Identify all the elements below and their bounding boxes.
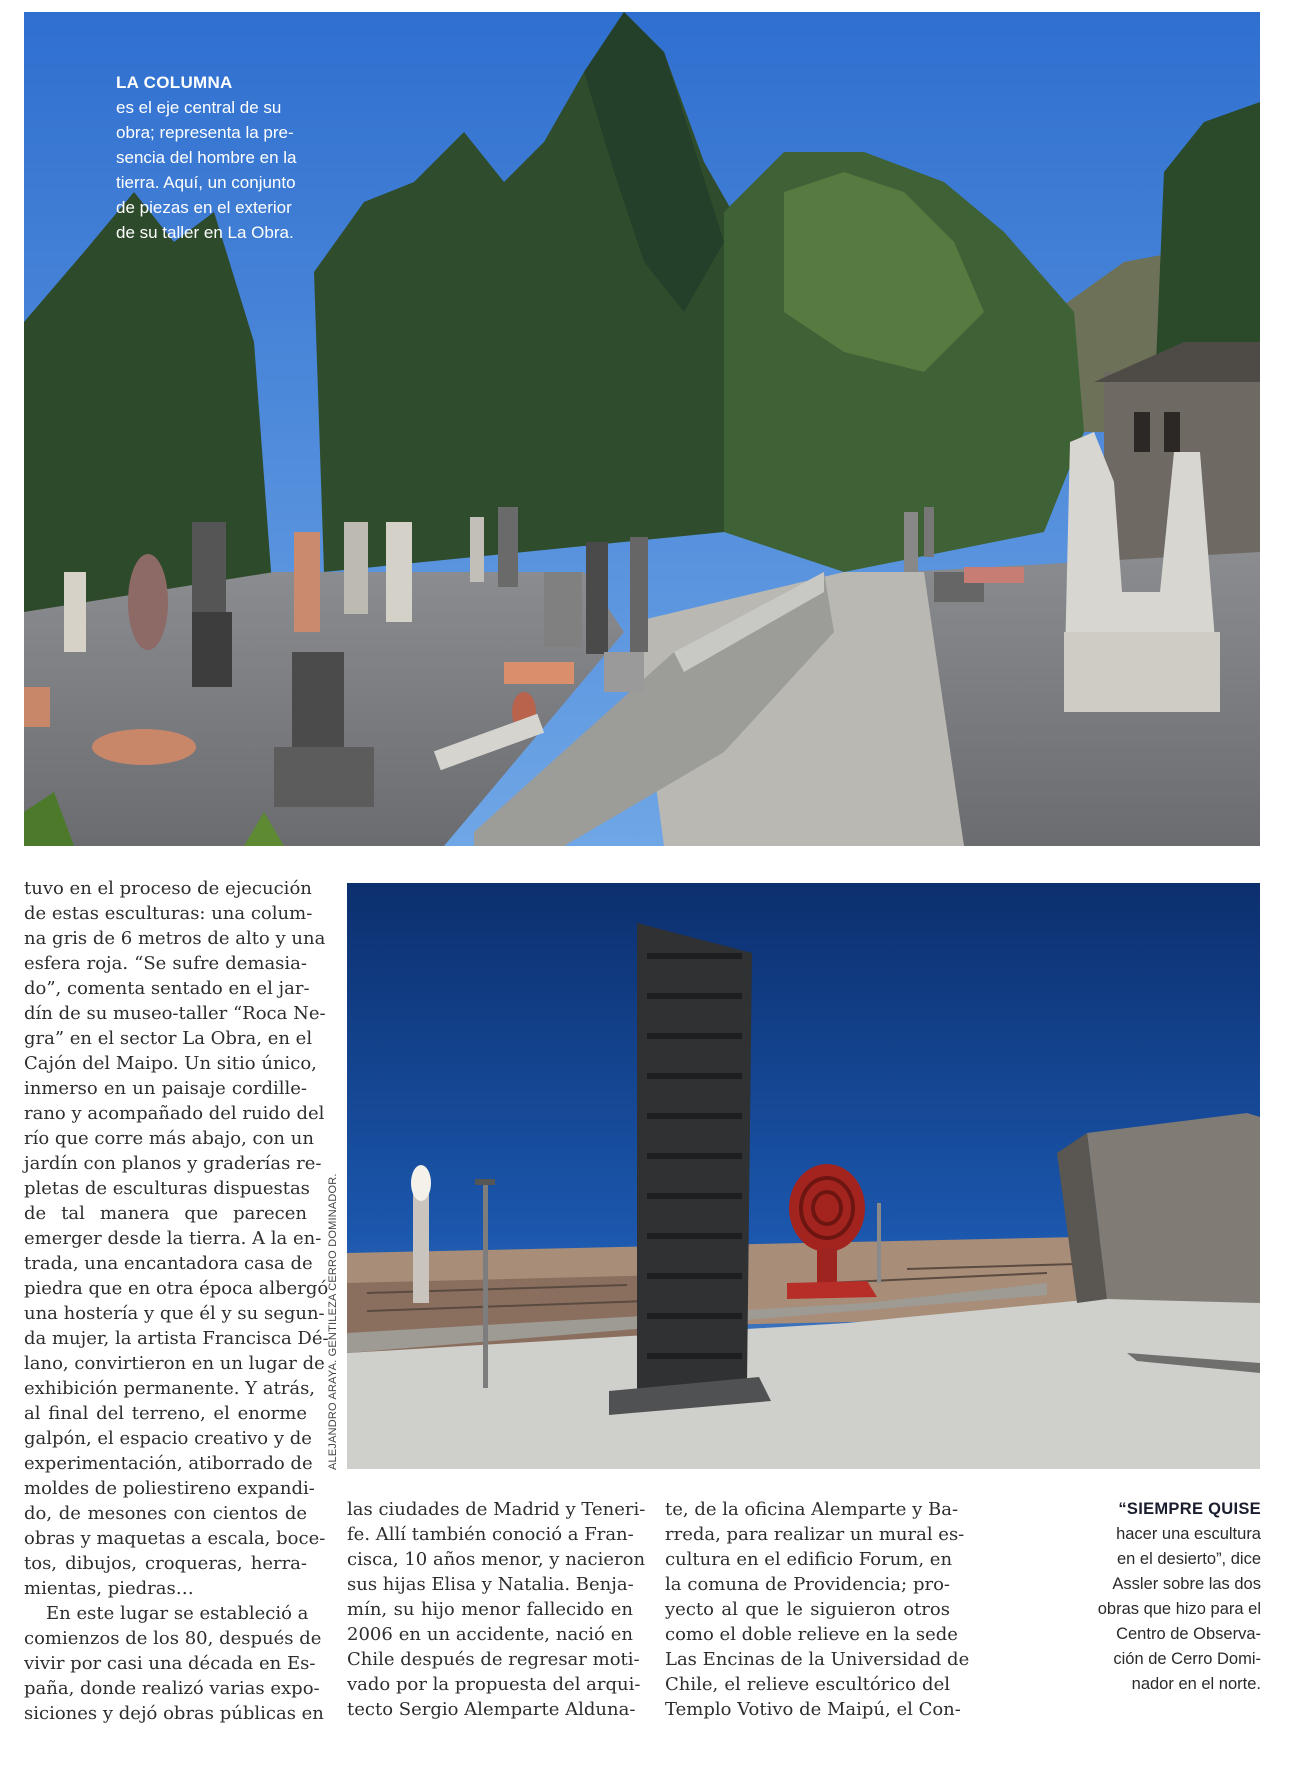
sculpture-garden-photo — [24, 12, 1260, 846]
desert-sculptures-image — [347, 883, 1260, 1469]
text-line: vivir por casi una década en Es- — [24, 1653, 316, 1674]
text-line: obras y maquetas a escala, boce- — [24, 1528, 326, 1549]
text-line: cultura en el edificio Forum, en — [665, 1549, 953, 1570]
text-line: inmerso en un paisaje cordille- — [24, 1078, 307, 1099]
text-line: río que corre más abajo, con un — [24, 1128, 314, 1149]
text-line: rreda, para realizar un mural es- — [665, 1524, 965, 1545]
side-caption-line: Centro de Observa- — [1116, 1625, 1261, 1643]
text-line: siciones y dejó obras públicas en — [24, 1703, 324, 1724]
text-line: mín, su hijo menor fallecido en — [347, 1599, 633, 1620]
side-caption-line: ción de Cerro Domi- — [1113, 1650, 1261, 1668]
text-line: da mujer, la artista Francisca Dé- — [24, 1328, 329, 1349]
side-caption-line: obras que hizo para el — [1097, 1600, 1261, 1618]
article-column-1 — [24, 876, 329, 1726]
text-line: Las Encinas de la Universidad de — [665, 1649, 970, 1670]
photo-credit-text: ALEJANDRO ARAYA. GENTILEZA CERRO DOMINADOR. — [327, 1173, 339, 1470]
text-line: esfera roja. “Se sufre demasia- — [24, 953, 307, 974]
caption-line: tierra. Aquí, un conjunto — [116, 173, 296, 192]
text-line: de estas esculturas: una colum- — [24, 903, 313, 924]
text-line: cisca, 10 años menor, y nacieron — [347, 1549, 646, 1570]
article-column-2 — [347, 1497, 646, 1722]
text-line: Cajón del Maipo. Un sitio único, — [24, 1053, 317, 1074]
text-line: do”, comenta sentado en el jar- — [24, 978, 310, 999]
text-line: tecto Sergio Alemparte Alduna- — [347, 1699, 636, 1720]
side-caption-line: hacer una escultura — [1116, 1525, 1261, 1543]
text-line: tuvo en el proceso de ejecución — [24, 878, 312, 899]
photo-caption-top — [116, 70, 326, 245]
text-line: Templo Votivo de Maipú, el Con- — [665, 1699, 961, 1720]
photo-caption-side — [1061, 1497, 1261, 1697]
text-line: emerger desde la tierra. A la en- — [24, 1228, 322, 1249]
text-line: En este lugar se estableció a — [46, 1603, 309, 1624]
text-line: como el doble relieve en la sede — [665, 1624, 958, 1645]
text-line: rano y acompañado del ruido del — [24, 1103, 325, 1124]
caption-line: de su taller en La Obra. — [116, 223, 294, 242]
caption-line: sencia del hombre en la — [116, 148, 297, 167]
text-line: una hostería y que él y su segun- — [24, 1303, 325, 1324]
side-caption-heading: “SIEMPRE QUISE — [1118, 1500, 1261, 1518]
text-line: do, de mesones con cientos de — [24, 1503, 307, 1524]
caption-line: de piezas en el exterior — [116, 198, 292, 217]
side-caption-line: nador en el norte. — [1131, 1675, 1261, 1693]
text-line: piedra que en otra época albergó — [24, 1278, 329, 1299]
text-line: las ciudades de Madrid y Teneri- — [347, 1499, 646, 1520]
text-line: sus hijas Elisa y Natalia. Benja- — [347, 1574, 634, 1595]
text-line: mientas, piedras… — [24, 1578, 194, 1599]
text-line: trada, una encantadora casa de — [24, 1253, 313, 1274]
caption-heading: LA COLUMNA — [116, 73, 233, 92]
text-line: vado por la propuesta del arqui- — [347, 1674, 641, 1695]
text-line: te, de la oficina Alemparte y Ba- — [665, 1499, 959, 1520]
text-line: tos, dibujos, croqueras, herra- — [24, 1553, 307, 1574]
text-line: yecto al que le siguieron otros — [665, 1599, 950, 1620]
text-line: exhibición permanente. Y atrás, — [24, 1378, 316, 1399]
text-line: paña, donde realizó varias expo- — [24, 1678, 320, 1699]
text-line: 2006 en un accidente, nació en — [347, 1624, 633, 1645]
text-line: jardín con planos y graderías re- — [24, 1153, 322, 1174]
side-caption-line: en el desierto”, dice — [1117, 1550, 1261, 1568]
caption-line: obra; representa la pre- — [116, 123, 294, 142]
text-line: comienzos de los 80, después de — [24, 1628, 322, 1649]
text-line: Chile, el relieve escultórico del — [665, 1674, 950, 1695]
text-line: Chile después de regresar moti- — [347, 1649, 640, 1670]
text-line: na gris de 6 metros de alto y una — [24, 928, 326, 949]
desert-sculptures-photo — [347, 883, 1260, 1469]
text-line: de tal manera que parecen — [24, 1203, 307, 1224]
text-line: galpón, el espacio creativo y de — [24, 1428, 312, 1449]
text-line: moldes de poliestireno expandi- — [24, 1478, 315, 1499]
caption-line: es el eje central de su — [116, 98, 282, 117]
side-caption-line: Assler sobre las dos — [1112, 1575, 1261, 1593]
text-line: gra” en el sector La Obra, en el — [24, 1028, 313, 1049]
text-line: dín de su museo-taller “Roca Ne- — [24, 1003, 326, 1024]
text-line: pletas de esculturas dispuestas — [24, 1178, 310, 1199]
text-line: la comuna de Providencia; pro- — [665, 1574, 950, 1595]
text-line: fe. Allí también conoció a Fran- — [347, 1524, 634, 1545]
text-line: experimentación, atiborrado de — [24, 1453, 313, 1474]
text-line: al final del terreno, el enorme — [24, 1403, 307, 1424]
article-column-3 — [665, 1497, 970, 1722]
text-line: lano, convirtieron en un lugar de — [24, 1353, 325, 1374]
